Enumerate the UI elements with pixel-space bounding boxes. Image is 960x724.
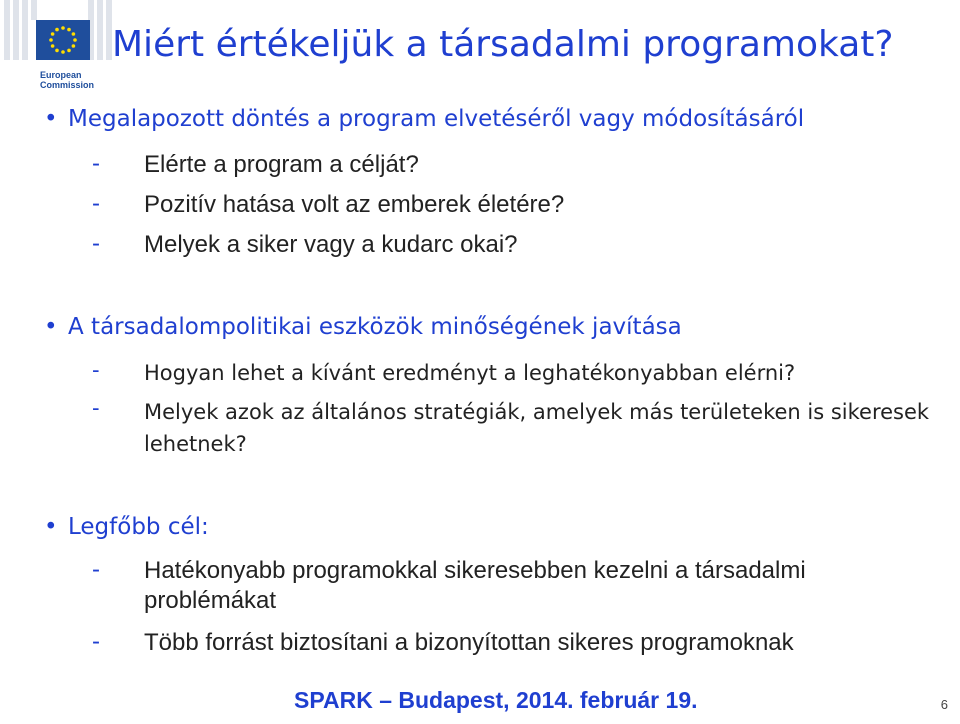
dash-marker: - <box>92 556 100 583</box>
page-number: 6 <box>940 697 948 712</box>
dash-marker: - <box>92 190 100 217</box>
item-text: Több forrást biztosítani a bizonyítottan sikeres programoknak <box>144 629 794 656</box>
bullet-dot: • <box>44 106 58 132</box>
logo-text <box>40 70 94 90</box>
slide-footer: SPARK – Budapest, 2014. február 19. <box>294 687 698 713</box>
item-text: Pozitív hatása volt az emberek életére? <box>144 191 565 218</box>
item-text: Melyek azok az általános stratégiák, amelyek más területeken is sikeresek lehetnek? <box>144 400 930 456</box>
item-text: Melyek a siker vagy a kudarc okai? <box>144 231 518 258</box>
dash-marker: - <box>92 396 100 420</box>
section-2-heading-text: A társadalompolitikai eszközök minőségének javítása <box>68 314 682 340</box>
item-text: Elérte a program a célját? <box>144 151 419 178</box>
slide-title: Miért értékeljük a társadalmi programokat? <box>112 24 894 65</box>
bullet-dot: • <box>44 514 58 540</box>
dash-marker: - <box>92 230 100 257</box>
logo-line-1: European <box>40 70 82 80</box>
european-commission-logo <box>0 0 112 96</box>
dash-marker: - <box>92 150 100 177</box>
item-text: Hatékonyabb programokkal sikeresebben kezelni a társadalmi problémákat <box>144 557 806 614</box>
item-text: Hogyan lehet a kívánt eredményt a leghatékonyabban elérni? <box>144 361 796 385</box>
logo-line-2: Commission <box>40 80 95 90</box>
bullet-dot: • <box>44 314 58 340</box>
section-1-heading-text: Megalapozott döntés a program elvetéséről vagy módosításáról <box>68 106 805 132</box>
dash-marker: - <box>92 358 100 382</box>
dash-marker: - <box>92 628 100 655</box>
eu-flag-icon <box>36 20 90 60</box>
section-3-heading-text: Legfőbb cél: <box>68 514 209 540</box>
